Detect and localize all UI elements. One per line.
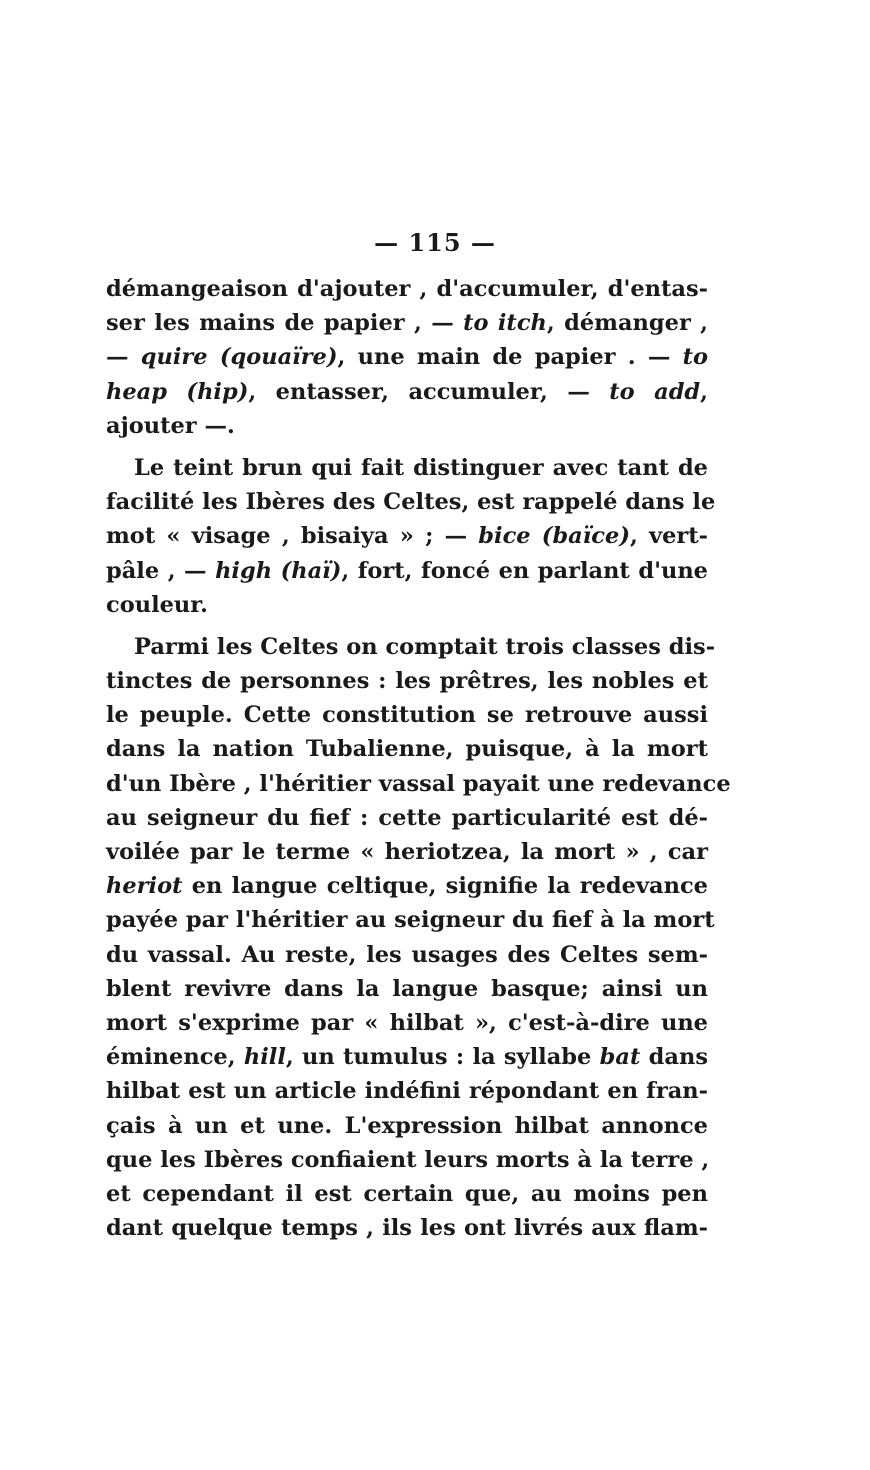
italic-term: hill: [243, 1044, 286, 1071]
text-segment: tinctes de personnes : les prêtres, les nobles et: [106, 668, 708, 695]
text-line: [106, 664, 708, 698]
text-segment: et cependant il est certain que, au moins pen: [106, 1180, 708, 1207]
text-segment: —: [106, 344, 141, 371]
italic-term: high (haï): [215, 557, 342, 584]
text-segment: mot « visage , bisaiya » ; —: [106, 523, 479, 550]
text-segment: au seigneur du fief : cette particularité est dé-: [106, 804, 708, 831]
text-segment: , démanger ,: [546, 310, 709, 337]
text-segment: mort s'exprime par « hilbat », c'est-à-dire une: [106, 1009, 708, 1036]
italic-term: to add: [609, 378, 701, 405]
text-line: [106, 1211, 708, 1245]
text-line: [106, 801, 708, 835]
text-line: [106, 554, 708, 588]
page-number: — 115 —: [374, 228, 496, 257]
text-segment: le peuple. Cette constitution se retrouve aussi: [106, 702, 708, 729]
body-text: [106, 272, 731, 1245]
text-line: [106, 485, 716, 519]
text-line: [106, 630, 716, 664]
text-segment: facilité les Ibères des Celtes, est rappelé dans le: [106, 489, 716, 516]
italic-term: to: [682, 344, 708, 371]
text-segment: , vert-: [629, 523, 708, 550]
text-segment: dans la nation Tubalienne, puisque, à la mort: [106, 736, 708, 763]
italic-term: bat: [599, 1044, 641, 1071]
text-segment: , fort, foncé en parlant d'une: [341, 557, 709, 584]
italic-term: bice (baïce): [478, 523, 630, 550]
paragraph: [106, 630, 731, 1245]
text-line: [106, 698, 708, 732]
text-segment: , entasser, accumuler, —: [248, 378, 610, 405]
text-line: [106, 272, 708, 306]
text-line: [106, 1143, 708, 1177]
italic-term: to itch: [463, 310, 547, 337]
text-segment: démangeaison d'ajouter , d'accumuler, d'entas-: [106, 276, 708, 302]
text-line: [106, 732, 708, 766]
text-segment: du vassal. Au reste, les usages des Celtes sem-: [106, 941, 708, 968]
text-segment: en langue celtique, signifie la redevance: [182, 873, 708, 900]
text-segment: ajouter —.: [106, 412, 235, 439]
text-segment: ,: [700, 378, 709, 405]
text-line: [106, 835, 708, 869]
text-segment: çais à un et une. L'expression hilbat annonce: [106, 1112, 708, 1139]
text-line: [106, 1177, 708, 1211]
text-segment: payée par l'héritier au seigneur du fief à la mort: [106, 907, 715, 934]
text-segment: , un tumulus : la syllabe: [285, 1044, 600, 1071]
text-segment: blent revivre dans la langue basque; ainsi un: [106, 975, 708, 1002]
text-line: [106, 588, 708, 622]
text-segment: pâle , —: [106, 557, 216, 584]
text-segment: voilée par le terme « heriotzea, la mort » , car: [106, 839, 708, 865]
text-segment: , une main de papier . —: [337, 344, 683, 371]
text-segment: ser les mains de papier , —: [106, 310, 464, 337]
text-line: [106, 375, 708, 409]
text-line: [106, 519, 708, 553]
text-line: [106, 1074, 708, 1108]
text-segment: Le teint brun qui fait distinguer avec tant de: [134, 454, 708, 481]
text-line: [106, 306, 708, 340]
text-line: [106, 1109, 708, 1143]
paragraph: [106, 272, 708, 443]
text-segment: d'un Ibère , l'héritier vassal payait une redevance: [106, 770, 731, 797]
text-segment: éminence,: [106, 1044, 244, 1071]
text-line: [106, 409, 708, 443]
text-segment: Parmi les Celtes on comptait trois classes dis-: [134, 633, 716, 660]
paragraph: [106, 451, 716, 622]
text-segment: hilbat est un article indéfini répondant en fran-: [106, 1078, 708, 1105]
text-line: [106, 903, 715, 937]
italic-term: heap (hip): [106, 378, 249, 405]
text-line: [106, 340, 708, 374]
text-segment: dans: [640, 1044, 709, 1071]
italic-term: quire (qouaïre): [140, 344, 338, 371]
text-segment: dant quelque temps , ils les ont livrés aux flam-: [106, 1215, 708, 1242]
text-line: [106, 972, 708, 1006]
text-line: [106, 938, 708, 972]
text-line: [106, 451, 708, 485]
text-line: [106, 869, 708, 903]
text-line: [106, 1006, 708, 1040]
italic-term: heriot: [106, 873, 183, 900]
text-line: [106, 767, 731, 801]
text-segment: couleur.: [106, 591, 208, 618]
text-segment: que les Ibères confiaient leurs morts à la terre ,: [106, 1146, 710, 1173]
text-line: [106, 1040, 708, 1074]
